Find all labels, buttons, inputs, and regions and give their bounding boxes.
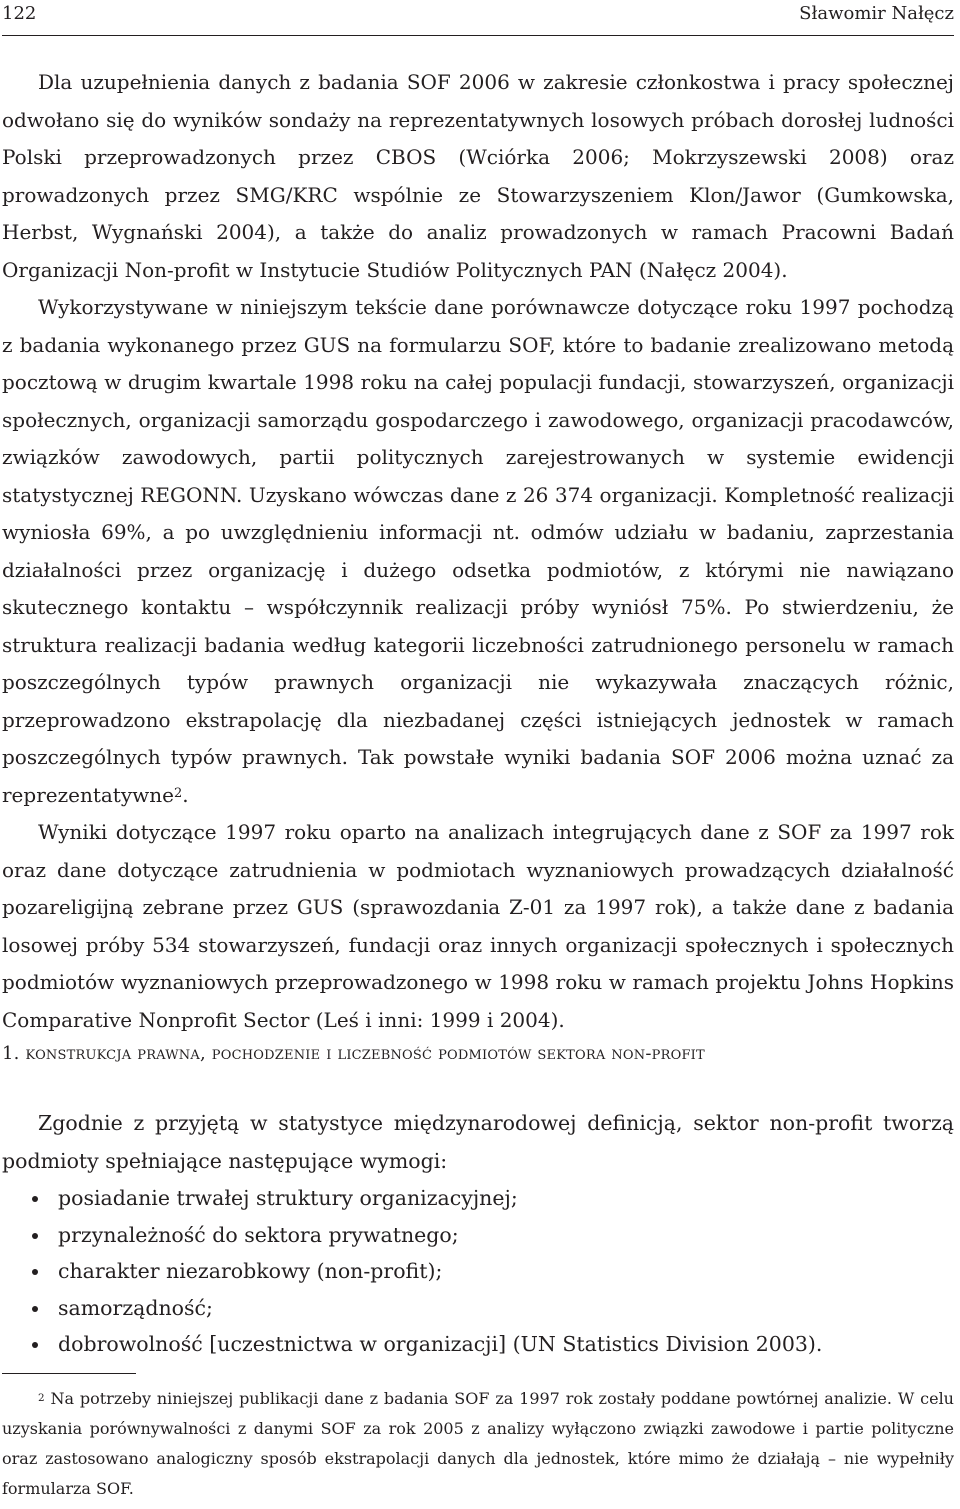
page-number: 122 [2, 3, 37, 24]
list-item: posiadanie trwałej struktury organizacyjnej; [2, 1180, 954, 1217]
paragraph-2 [2, 289, 954, 814]
requirements-list [2, 1180, 954, 1363]
footnote-text: Na potrzeby niniejszej publikacji dane z badania SOF za 1997 rok zostały poddane powtórnej analizie. W celu uzyskania porównywalności z danymi SOF za rok 2005 z analizy wyłączono związki zawodowe i partie polityczne oraz zastosowano analogiczny sposób ekstrapolacji danych dla jednostek, które mimo że działają – nie wypełniły formularza SOF. [2, 1389, 954, 1498]
footnote-paragraph [2, 1384, 954, 1504]
section-heading [2, 1040, 954, 1068]
footnote [2, 1384, 954, 1504]
paragraph-1: Dla uzupełnienia danych z badania SOF 2006 w zakresie członkostwa i pracy społecznej odwołano się do wyników sondaży na reprezentatywnych losowych próbach dorosłej ludności Polski przeprowadzonych przez CBOS (Wciórka 2006; Mokrzyszewski 2008) oraz prowadzonych przez SMG/KRC wspólnie ze Stowarzyszeniem Klon/Jawor (Gumkowska, Herbst, Wygnański 2004), a także do analiz prowadzonych w ramach Pracowni Badań Organizacji Non-profit w Instytucie Studiów Politycznych PAN (Nałęcz 2004). [2, 70, 954, 282]
intro-text [2, 1104, 954, 1180]
section-number: 1. [2, 1043, 20, 1064]
list-item: dobrowolność [uczestnictwa w organizacji] (UN Statistics Division 2003). [2, 1326, 954, 1363]
paragraph-2-text: Wykorzystywane w niniejszym tekście dane porównawcze dotyczące roku 1997 pochodzą z badania wykonanego przez GUS na formularzu SOF, które to badanie zrealizowano metodą pocztową w drugim kwartale 1998 roku na całej populacji fundacji, stowarzyszeń, organizacji społecznych, organizacji samorządu gospodarczego i zawodowego, organizacji pracodawców, związków zawodowych, partii politycznych zarejestrowanych w systemie ewidencji statystycznej REGONN. Uzyskano wówczas dane z 26 374 organizacji. Kompletność realizacji wyniosła 69%, a po uwzględnieniu informacji nt. odmów udziału w badaniu, zaprzestania działalności przez organizację i dużego odsetka podmiotów, z którymi nie nawiązano skutecznego kontaktu – współczynnik realizacji próby wyniósł 75%. Po stwierdzeniu, że struktura realizacji badania według kategorii liczebności zatrudnionego personelu w ramach poszczególnych typów prawnych organizacji nie wykazywała znaczących różnic, przeprowadzono ekstrapolację dla niezbadanej części istniejących jednostek w ramach poszczególnych typów prawnych. Tak powstałe wyniki badania SOF 2006 można uznać za reprezentatywne [2, 295, 954, 807]
paragraph-2-end: . [182, 782, 189, 807]
list-item: przynależność do sektora prywatnego; [2, 1217, 954, 1254]
paragraph-3: Wyniki dotyczące 1997 roku oparto na analizach integrujących dane z SOF za 1997 rok oraz dane dotyczące zatrudnienia w podmiotach wyznaniowych prowadzących działalność pozareligijną zebrane przez GUS (sprawozdania Z-01 za 1997 rok), a także dane z badania losowej próby 534 stowarzyszeń, fundacji oraz innych organizacji społecznych i społecznych podmiotów wyznaniowych przeprowadzonego w 1998 roku w ramach projektu Johns Hopkins Comparative Nonprofit Sector (Leś i inni: 1999 i 2004). [2, 820, 954, 1032]
section-title: konstrukcja prawna, pochodzenie i liczebność podmiotów sektora non-profit [25, 1043, 705, 1064]
running-header [2, 4, 954, 24]
running-author: Sławomir Nałęcz [799, 3, 954, 24]
header-divider [2, 35, 954, 36]
main-text [2, 64, 954, 1039]
list-item: charakter niezarobkowy (non-profit); [2, 1253, 954, 1290]
intro-paragraph: Zgodnie z przyjętą w statystyce międzynarodowej definicją, sektor non-profit tworzą podmioty spełniające następujące wymogi: [2, 1111, 954, 1173]
footnote-reference[interactable]: 2 [173, 786, 183, 802]
footnote-marker: 2 [38, 1391, 45, 1404]
list-item: samorządność; [2, 1290, 954, 1327]
footnote-divider [2, 1373, 136, 1374]
